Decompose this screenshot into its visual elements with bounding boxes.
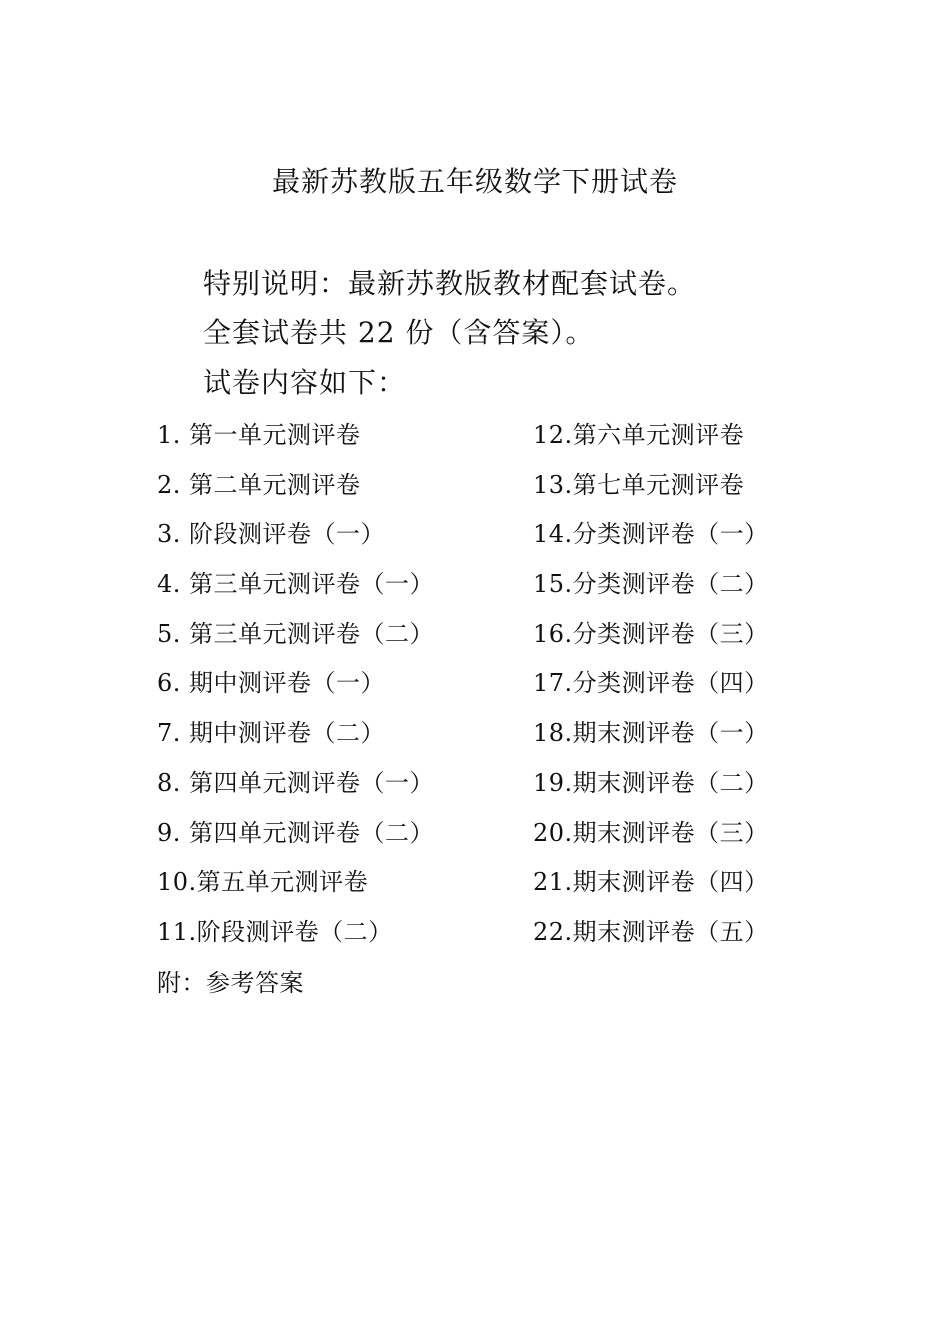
list-row: [0, 465, 950, 515]
item-number: 14.: [533, 520, 573, 549]
item-number: 17.: [533, 669, 573, 698]
item-label: 期末测评卷（二）: [572, 768, 769, 797]
item-number: 19.: [533, 768, 573, 797]
list-item: [533, 763, 769, 798]
item-number: 15.: [533, 570, 573, 599]
item-number: 6.: [157, 669, 181, 698]
item-label: 阶段测评卷（一）: [189, 520, 385, 549]
list-item: [157, 912, 393, 947]
item-label: 期末测评卷（一）: [572, 719, 769, 748]
item-label: 第七单元测评卷: [572, 470, 745, 499]
item-label: 期末测评卷（四）: [572, 868, 769, 897]
list-row: [0, 663, 950, 713]
list-item: [157, 713, 385, 748]
list-row: [0, 813, 950, 863]
list-row: [0, 564, 950, 614]
contents-list: [0, 415, 950, 962]
item-label: 第三单元测评卷（二）: [189, 619, 434, 648]
list-item: [157, 415, 361, 450]
list-item: [533, 912, 769, 947]
item-number: 18.: [533, 719, 573, 748]
intro-count: 全套试卷共 22 份（含答案）。: [203, 316, 595, 349]
list-row: [0, 713, 950, 763]
list-row: [0, 912, 950, 962]
list-item: [157, 763, 434, 798]
document-title: 最新苏教版五年级数学下册试卷: [271, 165, 678, 198]
item-number: 5.: [157, 619, 181, 648]
list-item: [157, 564, 434, 599]
item-number: 3.: [157, 520, 181, 549]
item-label: 第四单元测评卷（二）: [189, 818, 434, 847]
list-row: [0, 862, 950, 912]
item-label: 期末测评卷（五）: [572, 917, 769, 946]
item-label: 第六单元测评卷: [572, 421, 745, 449]
item-label: 期末测评卷（三）: [572, 818, 769, 847]
item-label: 第四单元测评卷（一）: [189, 768, 434, 797]
list-row: [0, 763, 950, 813]
list-item: [533, 713, 769, 748]
item-number: 8.: [157, 768, 181, 797]
item-label: 期中测评卷（一）: [189, 669, 385, 698]
item-number: 9.: [157, 818, 181, 847]
item-number: 10.: [157, 868, 197, 897]
item-label: 第一单元测评卷: [189, 421, 361, 449]
list-item: [157, 663, 385, 698]
item-label: 阶段测评卷（二）: [196, 917, 393, 946]
item-label: 分类测评卷（三）: [572, 619, 769, 648]
list-row: [0, 415, 950, 465]
list-row: [0, 514, 950, 564]
list-item: [157, 465, 361, 500]
list-item: [533, 813, 769, 848]
item-number: 20.: [533, 818, 573, 847]
list-item: [533, 564, 769, 599]
list-item: [533, 415, 744, 450]
item-number: 7.: [157, 719, 181, 748]
item-number: 1.: [157, 421, 181, 449]
item-number: 11.: [157, 917, 197, 946]
list-item: [533, 663, 769, 698]
list-item: [533, 862, 769, 897]
item-number: 22.: [533, 917, 573, 946]
item-number: 4.: [157, 570, 181, 599]
list-item: [157, 514, 385, 549]
item-number: 16.: [533, 619, 573, 648]
appendix-note: 附：参考答案: [157, 969, 304, 997]
item-number: 12.: [533, 421, 573, 449]
item-label: 第二单元测评卷: [189, 470, 361, 499]
list-item: [157, 862, 368, 897]
list-item: [157, 614, 434, 649]
item-label: 第五单元测评卷: [196, 868, 369, 897]
item-number: 2.: [157, 470, 181, 499]
intro-contents-heading: 试卷内容如下：: [203, 366, 407, 399]
list-item: [157, 813, 434, 848]
item-label: 分类测评卷（一）: [572, 520, 769, 549]
item-label: 期中测评卷（二）: [189, 719, 385, 748]
item-label: 分类测评卷（四）: [572, 669, 769, 698]
list-item: [533, 465, 744, 500]
list-item: [533, 614, 769, 649]
item-label: 第三单元测评卷（一）: [189, 570, 434, 599]
item-number: 21.: [533, 868, 573, 897]
list-item: [533, 514, 769, 549]
intro-note: 特别说明：最新苏教版教材配套试卷。: [203, 267, 697, 300]
item-label: 分类测评卷（二）: [572, 570, 769, 599]
list-row: [0, 614, 950, 664]
item-number: 13.: [533, 470, 573, 499]
